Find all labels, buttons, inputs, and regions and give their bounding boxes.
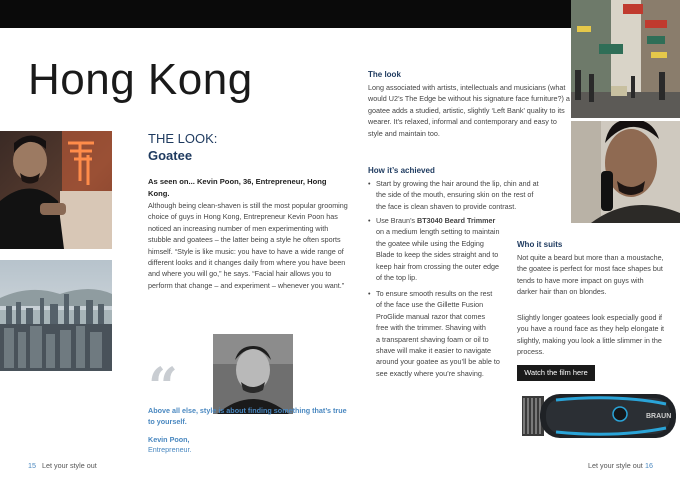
the-look-paragraph: Long associated with artists, intellectuals and musicians (what would U2’s The Edge be without his signature face furniture?) a goatee adds a studied, artistic, slightly ‘Left Bank’ quality to its wearer. It’s relaxed, informal and contemporary and easy to style and maintain too. [368, 83, 570, 138]
bullet-icon: • [368, 216, 371, 225]
page-title: Hong Kong [28, 55, 253, 104]
page-number-left: 15 [28, 461, 36, 470]
photo-hong-kong-street [571, 0, 680, 118]
bullet-text: To ensure smooth results on the rest of the face use the Gillette Fusion ProGlide manual razor that comes free with the trimmer. Shaving with a transparent shaving foam or oil to shave will make it easier to navigate around your goatee as you’ll be able to see exactly where you’re shaving. [376, 289, 500, 378]
how-achieved-heading: How it’s achieved [368, 166, 435, 175]
quote-author-role: Entrepreneur. [148, 445, 192, 454]
photo-hong-kong-skyline [0, 260, 112, 371]
intro-paragraph: Although being clean-shaven is still the most popular grooming choice of guys in Hong Kong, Entrepreneur Kevin Poon has noticed an increasing number of men experimenting with stubble and goatees – the latter being a style he often sports himself. “Style is like music: you have to have a wide range of different looks and it changes daily from where you have been and where you will go,” he says. “Facial hair allows you to perform that change – and experiment – whenever you want.” [148, 201, 348, 290]
bullet-icon: • [368, 179, 371, 188]
bullet-text: Use Braun’s BT3040 Beard Trimmer on a medium length setting to maintain the goatee while using the Edging Blade to keep the sides straight and to keep hair from crossing the outer edge of the top lip. [376, 216, 500, 283]
photo-kevin-trimming [571, 121, 680, 223]
photo-kevin-neon [0, 131, 112, 249]
look-subheading: Goatee [148, 148, 193, 163]
page-number-right: 16 [645, 461, 653, 470]
footer-text-right: Let your style out [588, 461, 643, 470]
look-heading: THE LOOK: [148, 131, 218, 146]
pull-quote: Above all else, style is about finding something that’s true to yourself. [148, 406, 347, 426]
the-look-heading: The look [368, 70, 401, 79]
footer-text-left: Let your style out [42, 461, 97, 470]
photo-kevin-portrait [213, 334, 293, 414]
who-it-suits-paragraph-2: Slightly longer goatees look especially good if you have a round face as they help elongate it slightly, making you look a little slimmer in the process. [517, 313, 665, 357]
seen-on-text: As seen on... Kevin Poon, 36, Entrepreneur, Hong Kong. [148, 177, 327, 198]
watch-film-button[interactable]: Watch the film here [517, 365, 595, 381]
braun-logo: BRAUN [646, 413, 672, 420]
bullet-text: Start by growing the hair around the lip, chin and at the side of the mouth, ensuring skin on the rest of the face is clean shaven to provide contrast. [376, 179, 539, 211]
who-it-suits-paragraph-1: Not quite a beard but more than a moustache, the goatee is perfect for most face shapes but tends to have more impact on guys with darker hair than on blondes. [517, 253, 664, 297]
product-name: BT3040 Beard Trimmer [417, 216, 496, 225]
quote-author: Kevin Poon, [148, 435, 190, 444]
quote-mark-icon: “ [148, 357, 178, 418]
beard-trimmer-product-image [516, 388, 680, 448]
who-it-suits-heading: Who it suits [517, 240, 563, 249]
bullet-icon: • [368, 289, 371, 298]
